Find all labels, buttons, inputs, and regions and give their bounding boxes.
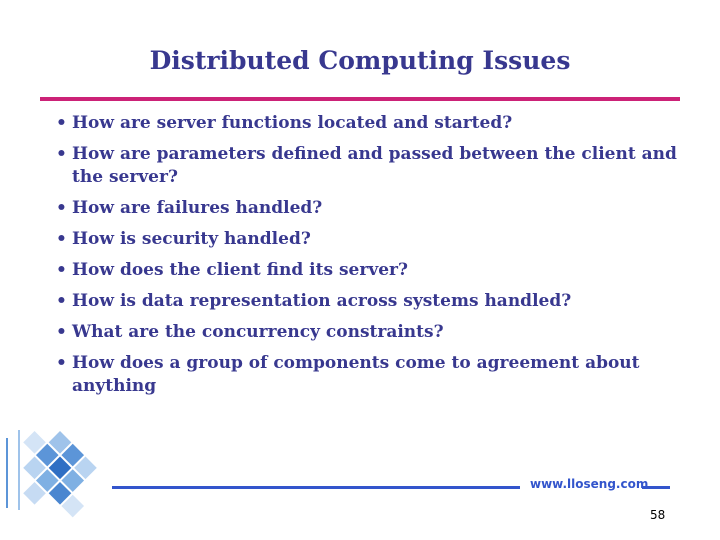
bullet-dot-icon: •	[56, 322, 67, 342]
bullet-dot-icon: •	[56, 198, 67, 218]
bullet-item	[48, 321, 688, 344]
bullet-dot-icon: •	[56, 291, 67, 311]
bullet-item	[48, 197, 688, 220]
bullet-text: How are parameters defined and passed between the client and the server?	[72, 144, 677, 187]
bullet-text: How is security handled?	[72, 229, 311, 249]
bullet-item	[48, 228, 688, 251]
bullet-text: How is data representation across systems handled?	[72, 291, 572, 311]
page-number: 58	[650, 508, 666, 522]
bullet-text: How are server functions located and started?	[72, 113, 513, 133]
title-underline	[40, 97, 680, 101]
bullet-text: How are failures handled?	[72, 198, 323, 218]
bullet-text: How does the client find its server?	[72, 260, 408, 280]
bullet-text: What are the concurrency constraints?	[72, 322, 444, 342]
decorative-tile-graphic	[0, 400, 140, 520]
slide-title: Distributed Computing Issues	[149, 46, 571, 75]
bullet-item	[48, 112, 688, 135]
bullet-item	[48, 259, 688, 282]
bullet-text: How does a group of components come to agreement about anything	[72, 353, 640, 396]
bullet-item	[48, 143, 688, 189]
bullet-item	[48, 352, 688, 398]
bullet-dot-icon: •	[56, 260, 67, 280]
footer-url: www.lloseng.com	[530, 477, 649, 491]
bullet-item	[48, 290, 688, 313]
bullet-dot-icon: •	[56, 144, 67, 164]
bullet-dot-icon: •	[56, 229, 67, 249]
footer-line-left	[112, 486, 520, 489]
bullet-dot-icon: •	[56, 113, 67, 133]
bullet-dot-icon: •	[56, 353, 67, 373]
bullet-list	[48, 112, 688, 406]
